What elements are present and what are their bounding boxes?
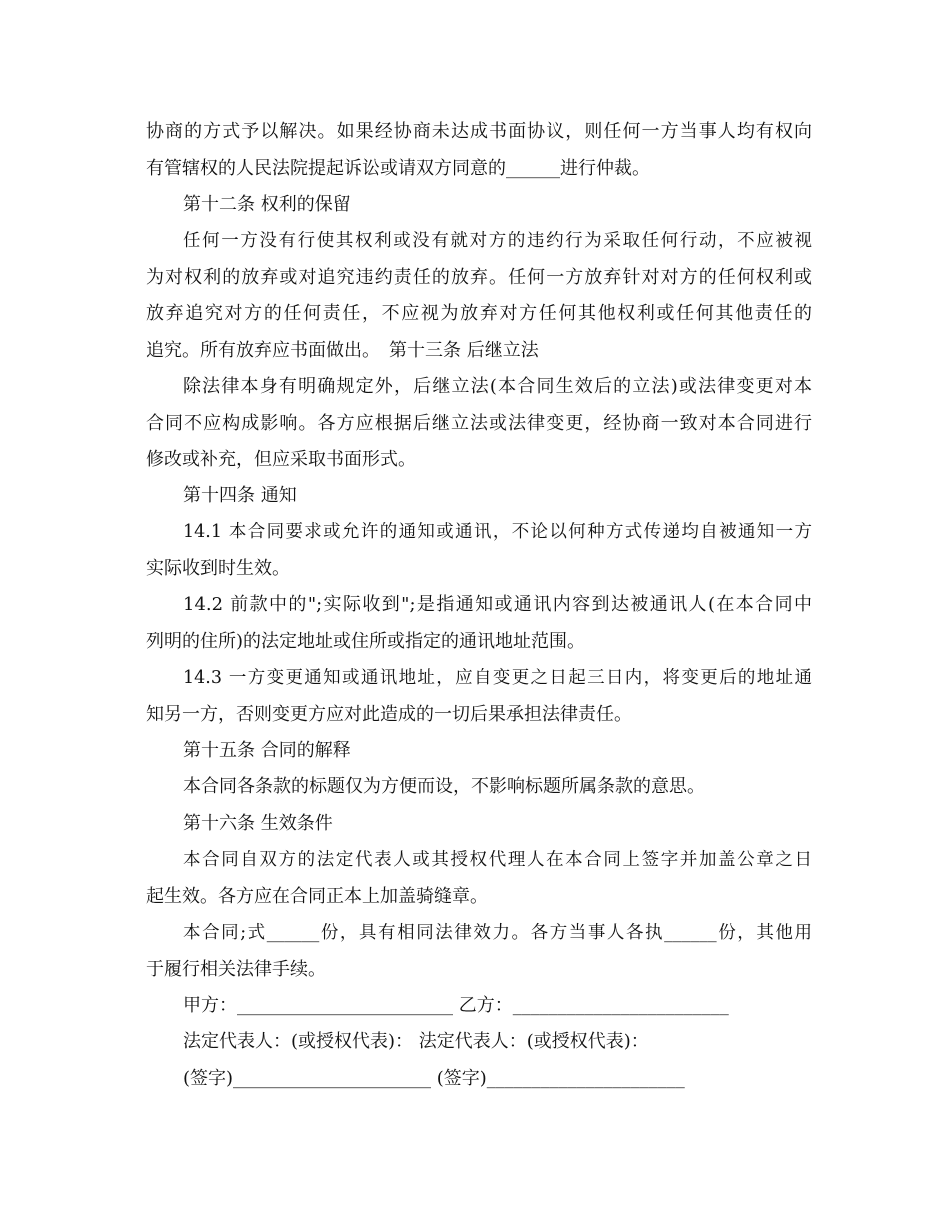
text-line: 第十四条 通知 xyxy=(183,485,297,506)
paragraph-subsequent-legislation xyxy=(146,369,812,479)
text-line: 14.3 一方变更通知或通讯地址，应自变更之日起三日内，将变更后的地址通 xyxy=(183,668,812,688)
text-line: 第十六条 生效条件 xyxy=(183,813,333,834)
text-line: 本合同自双方的法定代表人或其授权代理人在本合同上签字并加盖公章之日 xyxy=(183,850,812,870)
text-line: 放弃追究对方的任何责任，不应视为放弃对方任何其他权利或任何其他责任的 xyxy=(146,303,812,324)
text-line: 于履行相关法律手续。 xyxy=(146,958,326,980)
paragraph-effectiveness xyxy=(146,842,812,915)
text-line: 为对权利的放弃或对追究违约责任的放弃。任何一方放弃针对对方的任何权利或 xyxy=(146,266,812,288)
text-line: 修改或补充，但应采取书面形式。 xyxy=(146,449,416,470)
text-line: 有管辖权的人民法院提起诉讼或请双方同意的______进行仲裁。 xyxy=(146,157,650,179)
text-line: 甲方：________________________ 乙方：________________________ xyxy=(183,995,729,1016)
text-line: 除法律本身有明确规定外，后继立法(本合同生效后的立法)或法律变更对本 xyxy=(183,376,812,397)
text-line: 起生效。各方应在合同正本上加盖骑缝章。 xyxy=(146,885,488,907)
text-line: 列明的住所)的法定地址或住所或指定的通讯地址范围。 xyxy=(146,630,586,652)
text-line: 第十五条 合同的解释 xyxy=(183,740,351,761)
paragraph-interpretation xyxy=(146,769,812,806)
text-line: 14.2 前款中的";实际收到";是指通知或通讯内容到达被通讯人(在本合同中 xyxy=(183,594,812,615)
text-line: 实际收到时生效。 xyxy=(146,557,290,579)
text-line: 本合同各条款的标题仅为方便而设，不影响标题所属条款的意思。 xyxy=(183,776,705,797)
text-line: (签字)______________________ (签字)______________________ xyxy=(183,1068,685,1089)
paragraph-copies xyxy=(146,915,812,988)
paragraph-waiver xyxy=(146,223,812,369)
text-line: 追究。所有放弃应书面做出。 第十三条 后继立法 xyxy=(146,339,539,361)
heading-article-15 xyxy=(146,733,812,770)
paragraph-14-2 xyxy=(146,587,812,660)
signature-sign-line xyxy=(146,1061,812,1098)
text-line: 第十二条 权利的保留 xyxy=(183,194,351,215)
text-line: 法定代表人：(或授权代表)： 法定代表人：(或授权代表)： xyxy=(183,1031,649,1052)
paragraph-14-3 xyxy=(146,660,812,733)
signature-representatives-line xyxy=(146,1024,812,1061)
text-line: 知另一方，否则变更方应对此造成的一切后果承担法律责任。 xyxy=(146,703,632,725)
text-line: 合同不应构成影响。各方应根据后继立法或法律变更，经协商一致对本合同进行 xyxy=(146,412,812,434)
text-line: 任何一方没有行使其权利或没有就对方的违约行为采取任何行动，不应被视 xyxy=(183,231,812,251)
text-line: 协商的方式予以解决。如果经协商未达成书面协议，则任何一方当事人均有权向 xyxy=(146,121,812,142)
text-line: 本合同;式______份，具有相同法律效力。各方当事人各执______份，其他用 xyxy=(183,923,812,943)
text-line: 14.1 本合同要求或允许的通知或通讯，不论以何种方式传递均自被通知一方 xyxy=(183,522,812,542)
heading-article-16 xyxy=(146,806,812,843)
heading-article-12 xyxy=(146,187,812,224)
signature-parties-line xyxy=(146,988,812,1025)
heading-article-14 xyxy=(146,478,812,515)
paragraph-dispute-resolution xyxy=(146,114,812,187)
paragraph-14-1 xyxy=(146,514,812,587)
